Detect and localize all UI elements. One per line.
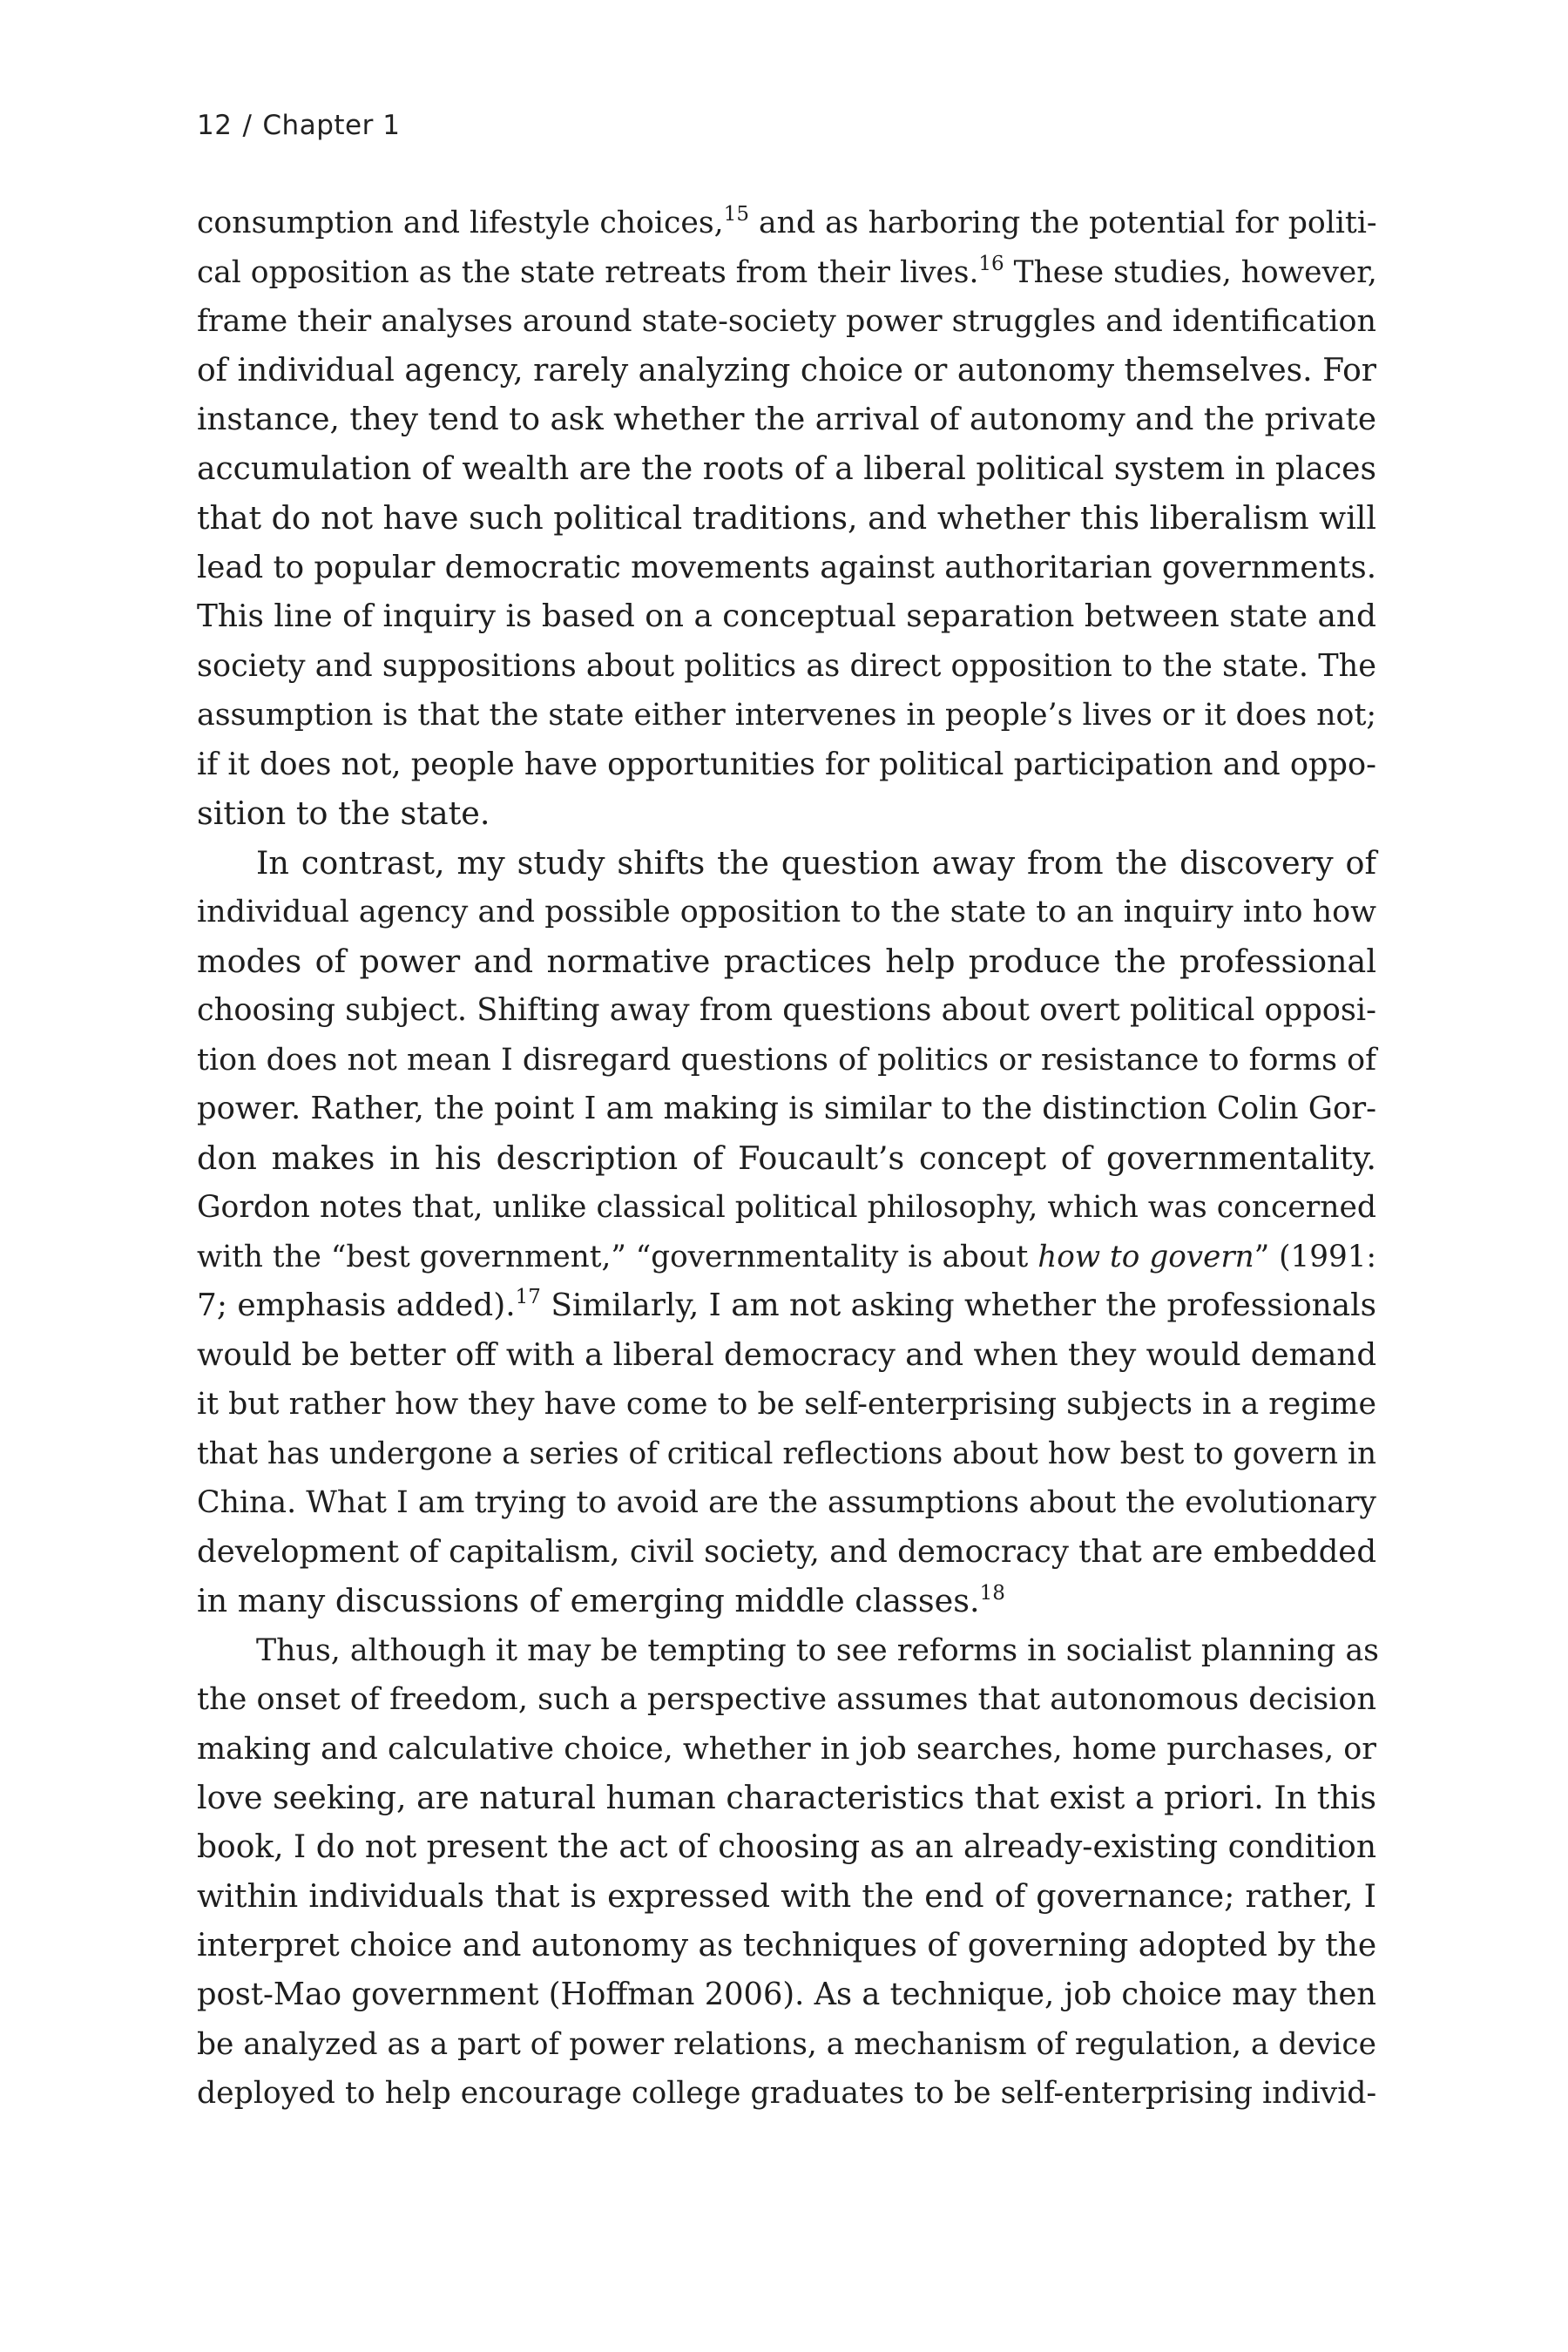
text-line: [197, 1085, 1376, 1134]
text-line: [197, 937, 1376, 987]
footnote-ref: 15: [723, 203, 749, 226]
text-line: [197, 789, 1376, 839]
text-run: tion does not mean I disregard questions of politics or resistance to forms of: [197, 1042, 1376, 1078]
text-line: [197, 445, 1376, 495]
text-line: [197, 199, 1376, 248]
text-run: consumption and lifestyle choices,: [197, 206, 724, 240]
text-line: [197, 297, 1376, 347]
text-run: don makes in his description of Foucault’s concept of governmentality.: [197, 1139, 1376, 1177]
text-line: [197, 2020, 1376, 2070]
text-line: [197, 1626, 1379, 1676]
footnote-ref: 16: [978, 252, 1004, 275]
text-line: [197, 1380, 1376, 1429]
text-line: [197, 888, 1376, 937]
text-line: [197, 1528, 1376, 1578]
text-line: [197, 839, 1376, 889]
text-run: making and calculative choice, whether in job searches, home purchases, or: [197, 1731, 1376, 1767]
text-run: Thus, although it may be tempting to see reforms in socialist planning as: [256, 1632, 1379, 1668]
text-run: love seeking, are natural human characteristics that exist a priori. In this: [197, 1779, 1376, 1816]
text-line: [197, 1725, 1376, 1774]
text-run: accumulation of wealth are the roots of a liberal political system in places: [197, 450, 1376, 487]
text-run: sition to the state.: [197, 794, 490, 832]
chapter-title: Chapter 1: [262, 110, 401, 141]
body-text: [197, 199, 1379, 2119]
text-run: power. Rather, the point I am making is similar to the distinction Colin Gor-: [197, 1091, 1376, 1126]
text-line: [197, 544, 1376, 593]
text-line: [197, 1922, 1376, 1971]
paragraph: [197, 1626, 1379, 2119]
text-run: post-Mao government (Hoffman 2006). As a technique, job choice may then: [197, 1977, 1376, 2012]
text-run: China. What I am trying to avoid are the assumptions about the evolutionary: [197, 1485, 1376, 1520]
text-run: society and suppositions about politics as direct opposition to the state. The: [197, 647, 1376, 684]
text-line: [197, 2069, 1376, 2119]
text-run: frame their analyses around state-society power struggles and identification: [197, 304, 1376, 339]
italic-phrase: how to govern: [1037, 1239, 1254, 1274]
text-run: Gordon notes that, unlike classical political philosophy, which was concerned: [197, 1190, 1376, 1225]
text-run: book, I do not present the act of choosing as an already-existing condition: [197, 1828, 1376, 1865]
text-run: be analyzed as a part of power relations, a mechanism of regulation, a device: [197, 2026, 1376, 2062]
text-line: [197, 1134, 1376, 1184]
text-line: [197, 592, 1376, 642]
text-line: [197, 1774, 1376, 1823]
text-line: [197, 986, 1376, 1036]
text-line: [197, 1281, 1376, 1331]
text-line: [197, 347, 1376, 396]
text-run: instance, they tend to ask whether the arrival of autonomy and the private: [197, 402, 1376, 437]
text-line: [197, 1675, 1376, 1725]
text-line: [197, 1823, 1376, 1873]
text-run: modes of power and normative practices help produce the professional: [197, 942, 1376, 980]
text-line: [197, 1233, 1376, 1282]
text-line: [197, 494, 1376, 544]
text-run: that do not have such political traditions, and whether this liberalism will: [197, 499, 1376, 537]
text-line: [197, 1036, 1376, 1085]
footnote-ref: 17: [515, 1286, 541, 1308]
text-line: [197, 1577, 1376, 1626]
text-line: [197, 1970, 1376, 2020]
text-run: within individuals that is expressed with the end of governance; rather, I: [197, 1877, 1376, 1915]
text-run: with the “best government,” “governmentality is about: [197, 1239, 1038, 1274]
text-line: [197, 740, 1376, 790]
text-run: cal opposition as the state retreats from their lives.: [197, 254, 979, 290]
text-run: lead to popular democratic movements against authoritarian governments.: [197, 549, 1376, 585]
text-run: and as harboring the potential for politi-: [748, 206, 1377, 240]
text-line: [197, 1183, 1376, 1233]
text-line: [197, 1429, 1376, 1479]
text-run: deployed to help encourage college graduates to be self-enterprising individ-: [197, 2076, 1377, 2111]
text-run: choosing subject. Shifting away from questions about overt political opposi-: [197, 992, 1376, 1028]
text-run: Similarly, I am not asking whether the professionals: [540, 1288, 1377, 1323]
text-run: assumption is that the state either intervenes in people’s lives or it does not;: [197, 698, 1377, 733]
paragraph: [197, 199, 1376, 839]
text-run: the onset of freedom, such a perspective assumes that autonomous decision: [197, 1682, 1376, 1717]
text-line: [197, 1872, 1376, 1922]
text-line: [197, 1331, 1376, 1381]
page-number: 12: [197, 110, 233, 141]
header-separator: /: [242, 110, 253, 141]
text-run: interpret choice and autonomy as techniques of governing adopted by the: [197, 1927, 1377, 1963]
text-run: In contrast, my study shifts the question away from the discovery of: [256, 843, 1376, 882]
paragraph: [197, 839, 1376, 1626]
text-run: it but rather how they have come to be self-enterprising subjects in a regime: [197, 1387, 1376, 1422]
text-run: in many discussions of emerging middle classes.: [197, 1582, 980, 1619]
footnote-ref: 18: [979, 1582, 1005, 1605]
text-run: would be better off with a liberal democracy and when they would demand: [197, 1336, 1377, 1373]
text-line: [197, 1478, 1376, 1528]
text-run: individual agency and possible opposition to the state to an inquiry into how: [197, 895, 1376, 929]
text-run: 7; emphasis added).: [197, 1288, 516, 1323]
running-head: [197, 108, 400, 143]
text-line: [197, 691, 1376, 740]
text-run: This line of inquiry is based on a conceptual separation between state and: [197, 598, 1376, 634]
text-run: development of capitalism, civil society, and democracy that are embedded: [197, 1533, 1377, 1570]
text-line: [197, 395, 1376, 445]
text-run: of individual agency, rarely analyzing choice or autonomy themselves. For: [197, 352, 1376, 389]
text-run: ” (1991:: [1254, 1239, 1376, 1274]
text-line: [197, 642, 1376, 692]
text-line: [197, 248, 1376, 298]
text-run: that has undergone a series of critical reflections about how best to govern in: [197, 1436, 1376, 1471]
text-run: if it does not, people have opportunities for political participation and oppo-: [197, 746, 1376, 782]
text-run: These studies, however,: [1004, 254, 1377, 290]
